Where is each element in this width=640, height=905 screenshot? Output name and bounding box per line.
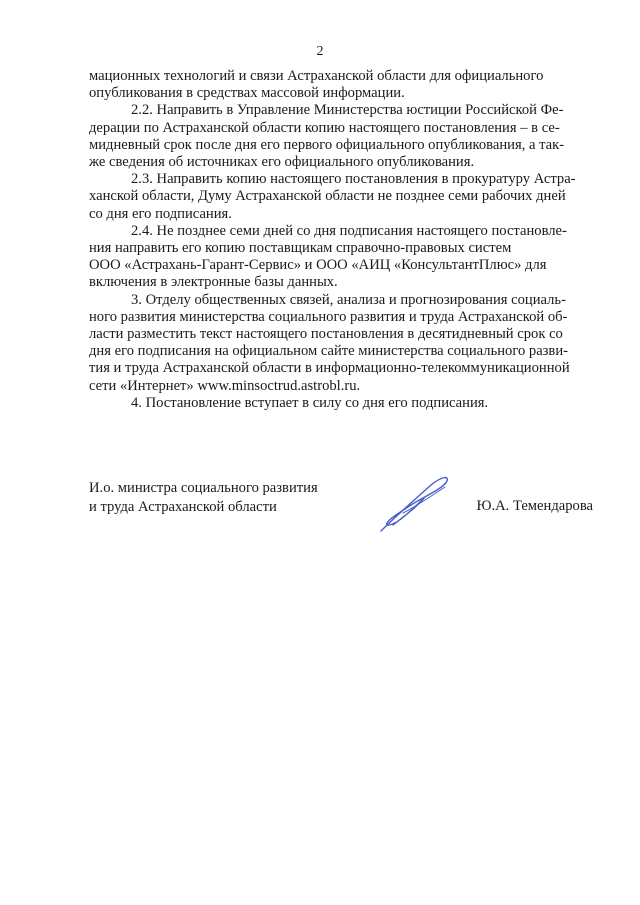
paragraph-2-2: 2.2. Направить в Управление Министерства юстиции Российской Фе- дерации по Астраханской области копию настоящего постановления – в се- мидневный срок после дня его первого официального опубликования, а так- же сведения об источниках его официального опубликования. <box>89 102 565 171</box>
paragraph-2-3: 2.3. Направить копию настоящего постановления в прокуратуру Астра- ханской области, Думу Астраханской области не позднее семи рабочих дней со дня его подписания. <box>89 171 576 222</box>
signature-block <box>89 479 597 549</box>
paragraph-continuation: мационных технологий и связи Астраханской области для официального опубликования в средствах массовой информации. <box>89 68 544 102</box>
paragraph-3: 3. Отделу общественных связей, анализа и прогнозирования социаль- ного развития министерства социального развития и труда Астраханской об- ласти разместить текст настоящего постановления в десятидневный срок со дня его подписания на официальном сайте министерства социального разви- тия и труда Астраханской области в информационно-телекоммуникационной сети «Интернет» www.minsoctrud.astrobl.ru. <box>89 291 570 394</box>
signer-title: И.о. министра социального развития и труда Астраханской области <box>89 480 318 515</box>
handwritten-signature <box>375 473 455 535</box>
paragraph-2-4: 2.4. Не позднее семи дней со дня подписания настоящего постановле- ния направить его копию поставщикам справочно-правовых систем ООО «Астрахань-Гарант-Сервис» и ООО «АИЦ «КонсультантПлюс» для включения в электронные базы данных. <box>89 222 567 291</box>
paragraph-4: 4. Постановление вступает в силу со дня его подписания. <box>131 394 489 411</box>
body-text <box>89 68 597 412</box>
page-number: 2 <box>316 44 324 59</box>
signer-name: Ю.А. Темендарова <box>476 498 593 514</box>
